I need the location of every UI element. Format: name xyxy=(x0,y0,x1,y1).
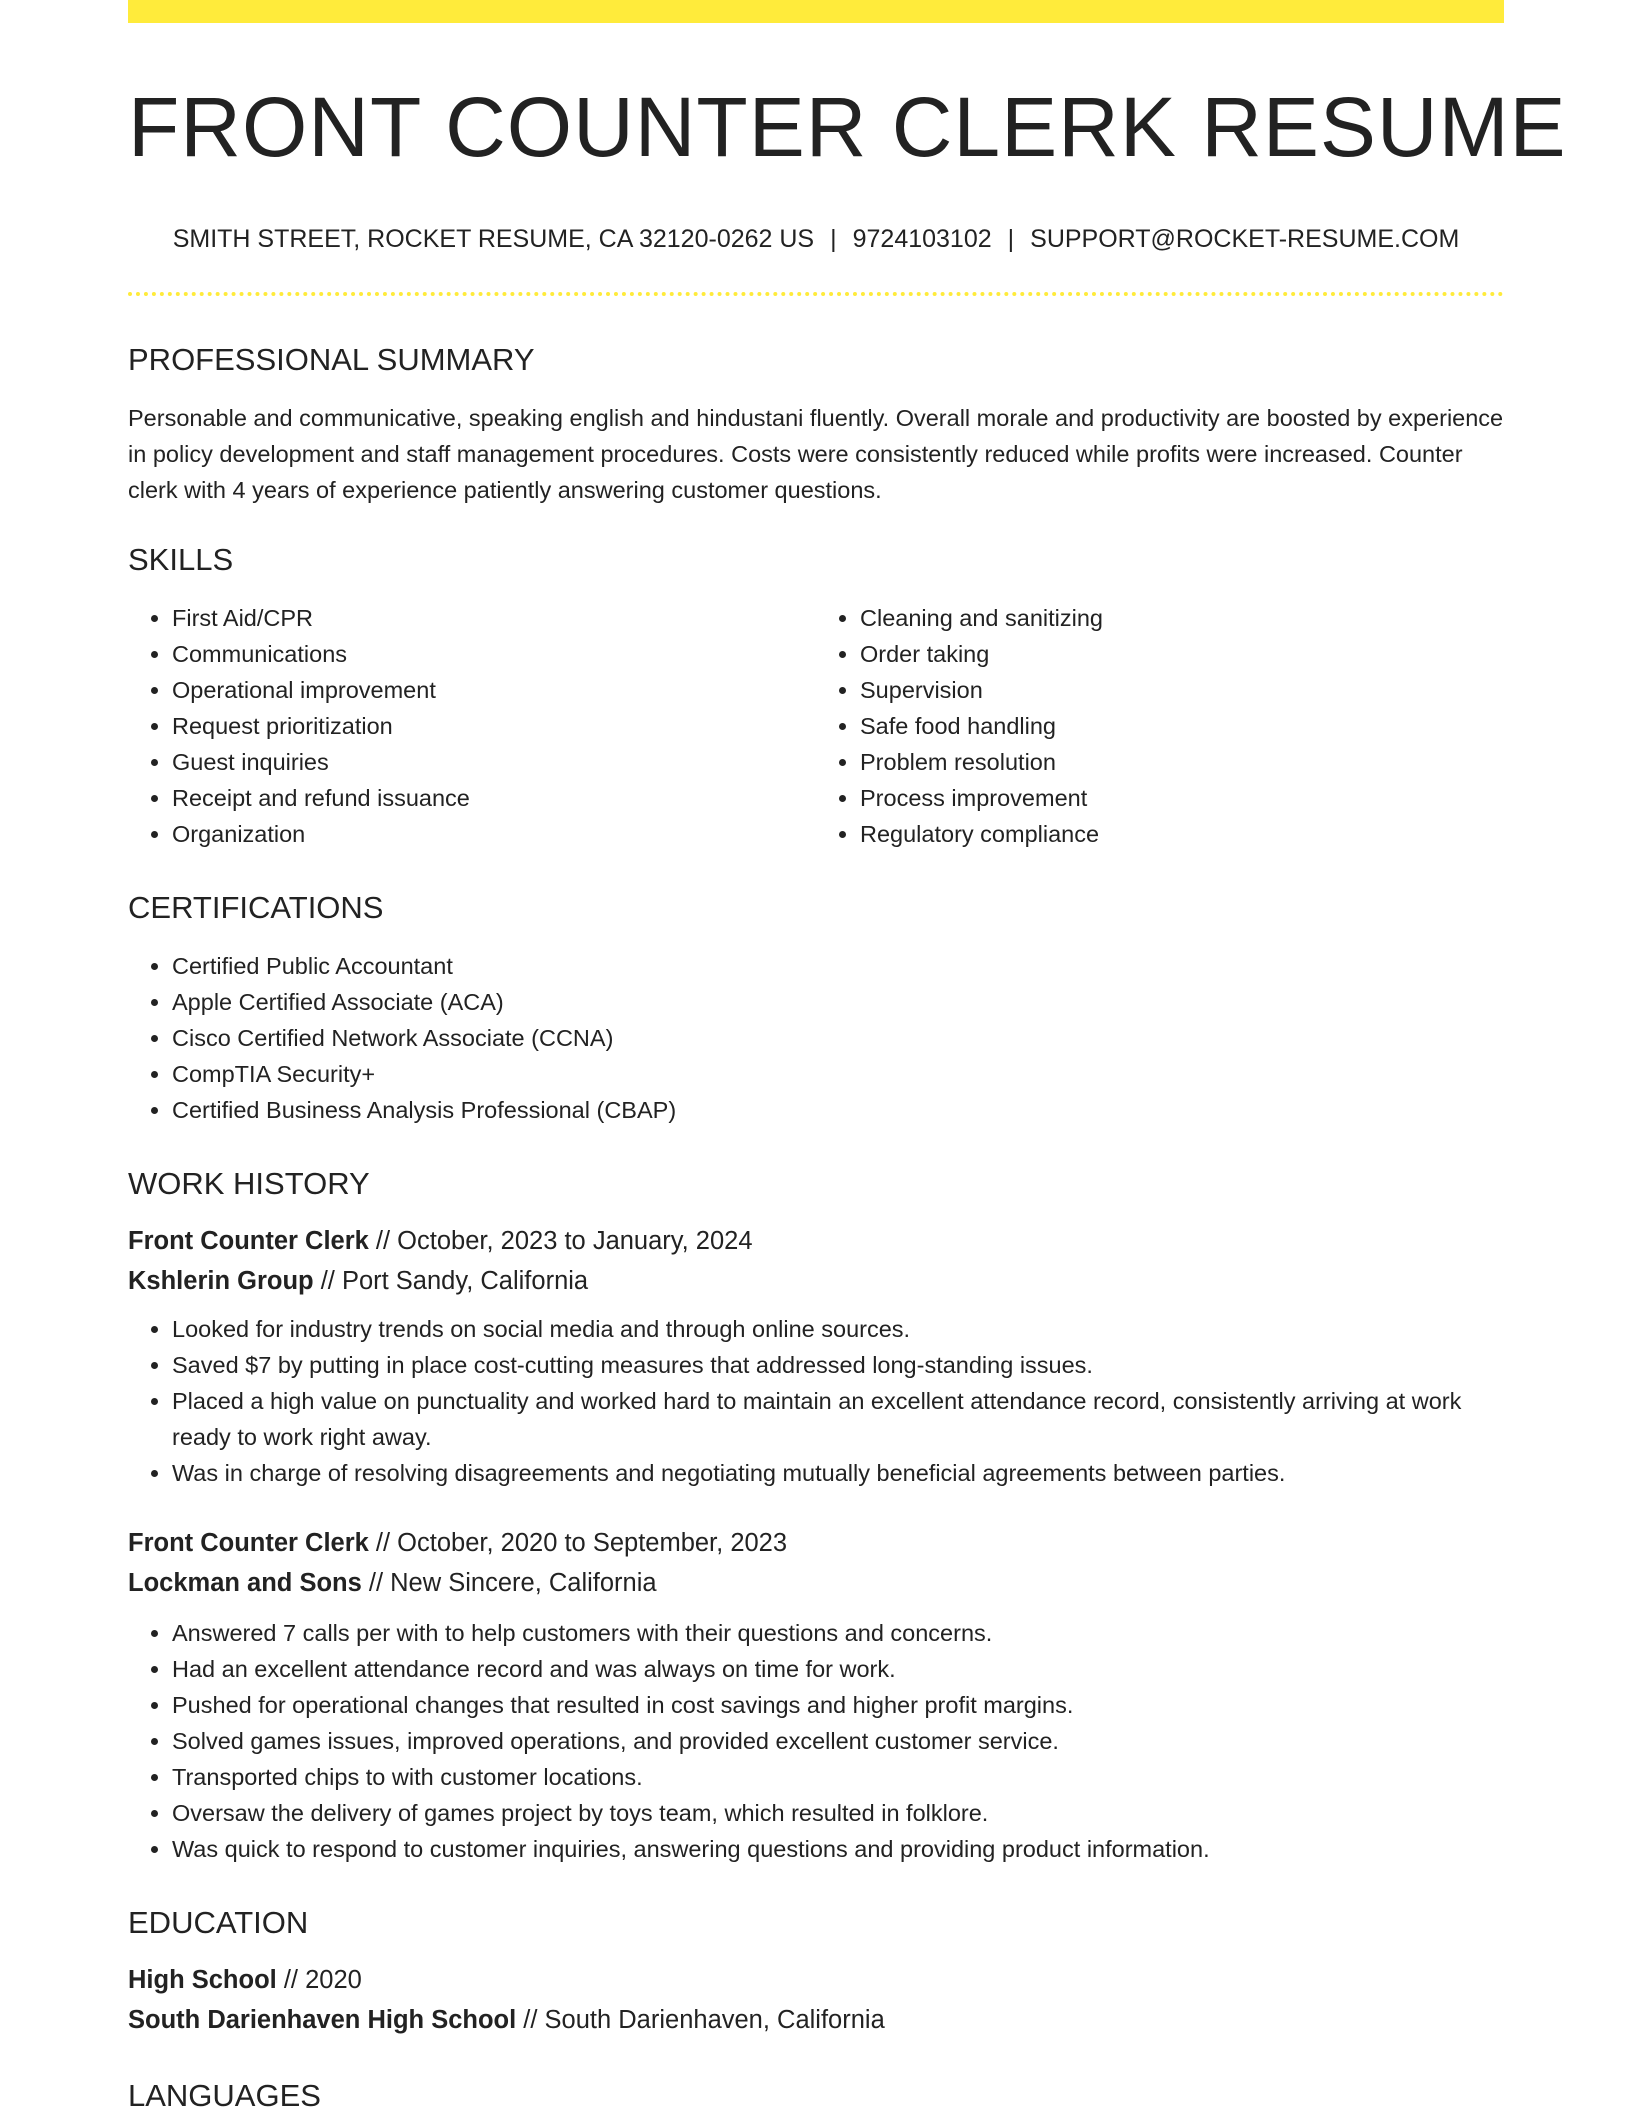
certifications-heading: CERTIFICATIONS xyxy=(128,890,384,925)
job-title: Front Counter Clerk xyxy=(128,1529,369,1557)
job-company: Lockman and Sons xyxy=(128,1569,362,1597)
summary-text: Personable and communicative, speaking english and hindustani fluently. Overall morale and productivity are boosted by experience in policy development and staff management procedures. Costs were consistently reduced while profits were increased. Counter clerk with 4 years of experience patiently answering customer questions. xyxy=(128,405,1504,503)
skill-item: • First Aid/CPR xyxy=(172,600,816,636)
job-entry xyxy=(128,1221,1504,1491)
job-bullet: • Answered 7 calls per with to help customers with their questions and concerns. xyxy=(172,1615,1504,1651)
job-bullet: • Pushed for operational changes that resulted in cost savings and higher profit margins. xyxy=(172,1687,1504,1723)
resume-page xyxy=(128,0,1567,2112)
education-entry xyxy=(128,1960,1504,2040)
contact-phone: 9724103102 xyxy=(852,225,992,253)
skill-item: • Guest inquiries xyxy=(172,744,816,780)
job-location: // Port Sandy, California xyxy=(313,1267,589,1295)
summary-heading: PROFESSIONAL SUMMARY xyxy=(128,342,535,377)
education-heading: EDUCATION xyxy=(128,1905,309,1940)
certification-item: • Cisco Certified Network Associate (CCNA) xyxy=(172,1020,1504,1056)
job-bullet: • Solved games issues, improved operations, and provided excellent customer service. xyxy=(172,1723,1504,1759)
job-bullets xyxy=(128,1615,1504,1867)
job-bullet: • Was quick to respond to customer inquiries, answering questions and providing product information. xyxy=(172,1831,1504,1867)
skills-column-right xyxy=(816,600,1504,852)
contact-separator: | xyxy=(1007,225,1015,253)
job-bullet: • Oversaw the delivery of games project by toys team, which resulted in folklore. xyxy=(172,1795,1504,1831)
skill-item: • Problem resolution xyxy=(860,744,1504,780)
skills-column-left xyxy=(128,600,816,852)
skill-item: • Operational improvement xyxy=(172,672,816,708)
certification-item: • CompTIA Security+ xyxy=(172,1056,1504,1092)
job-bullet: • Saved $7 by putting in place cost-cutting measures that addressed long-standing issues. xyxy=(172,1347,1504,1383)
education-location: // South Darienhaven, California xyxy=(516,2006,885,2034)
skills-heading: SKILLS xyxy=(128,542,234,577)
contact-separator: | xyxy=(830,225,837,253)
education-degree-line xyxy=(128,1960,1504,2000)
skill-item: • Organization xyxy=(172,816,816,852)
accent-top-bar xyxy=(128,0,1504,23)
skill-item: • Order taking xyxy=(860,636,1504,672)
skill-item: • Request prioritization xyxy=(172,708,816,744)
education-year: // 2020 xyxy=(276,1966,362,1994)
skill-item: • Communications xyxy=(172,636,816,672)
contact-email: SUPPORT@ROCKET-RESUME.COM xyxy=(1030,225,1460,253)
contact-line xyxy=(128,227,1504,252)
skill-item: • Regulatory compliance xyxy=(860,816,1504,852)
contact-address: SMITH STREET, ROCKET RESUME, CA 32120-0262 US xyxy=(172,225,815,253)
skill-item: • Safe food handling xyxy=(860,708,1504,744)
job-bullets xyxy=(128,1311,1504,1491)
skills-list xyxy=(128,600,1504,852)
dotted-divider xyxy=(128,292,1504,296)
certification-item: • Certified Public Accountant xyxy=(172,948,1504,984)
job-entry xyxy=(128,1523,1504,1867)
job-dates: // October, 2023 to January, 2024 xyxy=(368,1227,753,1255)
job-company: Kshlerin Group xyxy=(128,1267,314,1295)
education-degree: High School xyxy=(128,1966,277,1994)
certifications-list xyxy=(128,948,1504,1128)
job-bullet: • Was in charge of resolving disagreements and negotiating mutually beneficial agreements between parties. xyxy=(172,1455,1504,1491)
education-school: South Darienhaven High School xyxy=(128,2006,517,2034)
job-title: Front Counter Clerk xyxy=(128,1227,369,1255)
skill-item: • Supervision xyxy=(860,672,1504,708)
languages-heading: LANGUAGES xyxy=(128,2078,321,2112)
skill-item: • Cleaning and sanitizing xyxy=(860,600,1504,636)
job-bullet: • Transported chips to with customer locations. xyxy=(172,1759,1504,1795)
job-dates: // October, 2020 to September, 2023 xyxy=(368,1529,788,1557)
job-bullet: • Had an excellent attendance record and was always on time for work. xyxy=(172,1651,1504,1687)
job-bullet: • Looked for industry trends on social media and through online sources. xyxy=(172,1311,1504,1347)
job-title-line xyxy=(128,1221,1504,1261)
job-company-line xyxy=(128,1261,1504,1301)
certification-item: • Apple Certified Associate (ACA) xyxy=(172,984,1504,1020)
certification-item: • Certified Business Analysis Professional (CBAP) xyxy=(172,1092,1504,1128)
work-history-heading: WORK HISTORY xyxy=(128,1166,370,1201)
job-bullet: • Placed a high value on punctuality and worked hard to maintain an excellent attendance record, consistently arriving at work ready to work right away. xyxy=(172,1383,1504,1455)
job-location: // New Sincere, California xyxy=(361,1569,657,1597)
education-school-line xyxy=(128,2000,1504,2040)
job-title-line xyxy=(128,1523,1504,1563)
resume-title: FRONT COUNTER CLERK RESUME xyxy=(128,80,1567,174)
skill-item: • Receipt and refund issuance xyxy=(172,780,816,816)
job-company-line xyxy=(128,1563,1504,1603)
skill-item: • Process improvement xyxy=(860,780,1504,816)
